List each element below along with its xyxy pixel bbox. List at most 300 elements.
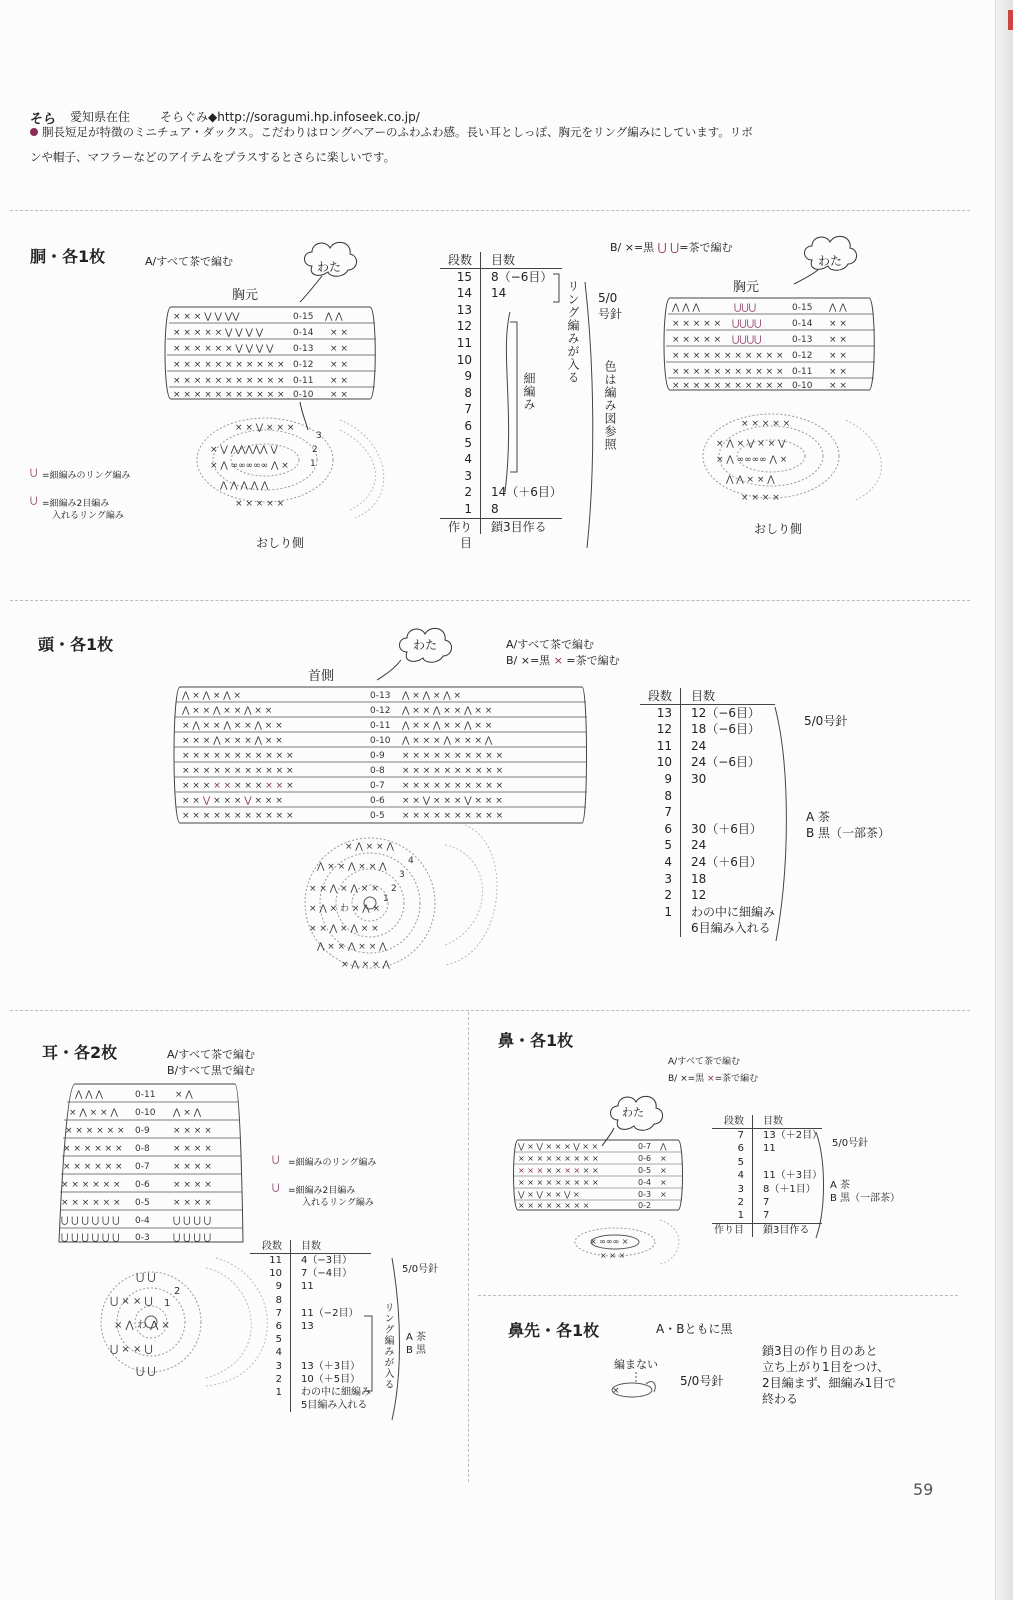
head-stuffing-label: わた xyxy=(413,638,438,652)
table-cell: 13（＋3目） xyxy=(290,1360,360,1373)
row-label: 0-12 xyxy=(293,360,314,370)
row-label: 0-3 xyxy=(638,1190,652,1199)
table-cell: 11 xyxy=(290,1280,314,1293)
row-label: 0-3 xyxy=(135,1233,150,1243)
head-chart xyxy=(172,685,592,830)
row-label: 0-10 xyxy=(792,381,813,391)
svg-text:× × × × × × × × ×: × × × × × × × × × xyxy=(518,1166,599,1175)
table-cell: 8（−6目） xyxy=(480,269,552,286)
svg-text:× × ⋁ × × ×: × × ⋁ × × × xyxy=(235,423,295,433)
ear-row-table xyxy=(250,1240,371,1412)
svg-text:× ⋀ ∞∞∞∞ ⋀ ×: × ⋀ ∞∞∞∞ ⋀ × xyxy=(716,455,788,465)
row-label: 0-10 xyxy=(135,1108,156,1118)
svg-text:1: 1 xyxy=(310,459,316,469)
ring-increase-icon: ⋃ xyxy=(30,496,38,506)
table-cell: 5 xyxy=(275,1334,282,1346)
head-color-a: A 茶 xyxy=(806,810,831,824)
body-back-label: おしり側 xyxy=(256,536,305,550)
svg-text:× ×: × × xyxy=(330,390,348,400)
table-cell: 11 xyxy=(456,335,472,350)
table-cell: 7（−4目） xyxy=(290,1267,352,1280)
table-cell: 4 xyxy=(737,1170,744,1182)
svg-text:3: 3 xyxy=(399,870,405,880)
svg-text:× × ⋁ × × × ⋁ × × ×: × × ⋁ × × × ⋁ × × × xyxy=(182,796,283,806)
table-cell: 11 xyxy=(656,738,672,753)
row-label: 0-7 xyxy=(638,1142,652,1151)
ear-needle: 5/0号針 xyxy=(402,1264,439,1275)
table-cell: 6 xyxy=(737,1143,744,1155)
table-cell xyxy=(480,385,491,402)
nosetip-title: 鼻先・各1枚 xyxy=(508,1321,600,1340)
page-number: 59 xyxy=(913,1480,934,1499)
head-title: 頭・各1枚 xyxy=(38,635,114,654)
divider xyxy=(10,600,970,601)
svg-text:⋀ × ⋀ × ⋀ ×: ⋀ × ⋀ × ⋀ × xyxy=(402,691,462,701)
table-header: 目数 xyxy=(290,1240,321,1253)
divider xyxy=(468,1012,469,1482)
svg-text:× × × × ×: × × × × × xyxy=(235,499,285,509)
table-header: 目数 xyxy=(680,688,715,704)
row-label: 0-10 xyxy=(370,736,391,746)
table-cell: 1 xyxy=(664,904,672,919)
ring-stitch-icon: ⋃ ⋃ xyxy=(657,241,680,254)
svg-text:×: × xyxy=(612,1386,620,1396)
svg-text:× × × × × ×: × × × × × × xyxy=(61,1198,121,1208)
row-label: 0-13 xyxy=(792,335,813,345)
body-chart-a xyxy=(165,305,405,405)
table-cell: 8 xyxy=(480,501,499,518)
table-cell xyxy=(480,468,491,485)
ear-legend-2a: =細編み2目編み xyxy=(288,1186,356,1196)
table-cell: 6 xyxy=(664,821,672,836)
nose-needle: 5/0号針 xyxy=(832,1138,869,1149)
row-label: 0-5 xyxy=(638,1166,652,1175)
table-cell xyxy=(480,335,491,352)
row-label: 0-14 xyxy=(792,319,813,329)
svg-text:× ×: × × xyxy=(330,344,348,354)
svg-text:× × × × × ×: × × × × × × xyxy=(63,1162,123,1172)
table-cell: 9 xyxy=(464,369,472,384)
svg-text:× ×: × × xyxy=(829,335,847,345)
table-cell: 4（−3目） xyxy=(290,1254,352,1267)
table-cell: 10 xyxy=(656,755,672,770)
ear-legend-1: =細編みのリング編み xyxy=(288,1158,377,1168)
ear-legend-2b: 入れるリング編み xyxy=(302,1198,374,1208)
table-header: 段数 xyxy=(724,1116,744,1127)
table-header: 段数 xyxy=(647,689,672,703)
head-needle: 5/0号針 xyxy=(804,714,848,728)
ear-note-a: A/すべて茶で編む xyxy=(167,1048,256,1061)
svg-text:× × × × × × × × × × ×: × × × × × × × × × × × xyxy=(672,367,784,377)
svg-text:⋃ ⋃: ⋃ ⋃ xyxy=(136,1272,156,1283)
table-cell: 30 xyxy=(680,771,706,788)
divider xyxy=(10,1010,970,1011)
bullet-icon xyxy=(30,128,38,136)
row-label: 0-6 xyxy=(370,796,385,806)
svg-text:⋁ × ⋁ × × ⋁ ×: ⋁ × ⋁ × × ⋁ × xyxy=(518,1190,580,1199)
author-name: そら xyxy=(30,112,57,127)
table-cell: 11 xyxy=(269,1255,282,1266)
table-cell: 5 xyxy=(664,838,672,853)
nose-stuffing-label: わた xyxy=(622,1106,644,1119)
table-cell: 18（−6目） xyxy=(680,721,760,738)
row-label: 0-9 xyxy=(370,751,385,761)
table-cell: 2 xyxy=(275,1373,282,1385)
table-cell: 15 xyxy=(456,269,472,284)
table-cell: 10（＋5目） xyxy=(290,1373,360,1386)
table-cell: 12 xyxy=(456,319,472,334)
table-cell xyxy=(480,368,491,385)
body-note-a: A/すべて茶で編む xyxy=(145,255,234,268)
table-cell: 6目編み入れる xyxy=(680,920,771,937)
svg-text:⋃ × × ⋃: ⋃ × × ⋃ xyxy=(110,1296,153,1307)
row-label: 0-14 xyxy=(293,328,314,338)
table-cell: わの中に細編み xyxy=(290,1386,371,1399)
svg-text:⋀ × × ⋀ × × ⋀ × ×: ⋀ × × ⋀ × × ⋀ × × xyxy=(182,706,273,716)
head-color-b: B 黒（一部茶） xyxy=(806,826,891,840)
head-row-table xyxy=(640,688,775,937)
row-label: 0-15 xyxy=(293,312,314,322)
table-cell: 12 xyxy=(656,722,672,737)
svg-text:× × × × ×: × × × × × xyxy=(672,335,722,345)
nose-note-a: A/すべて茶で編む xyxy=(668,1057,741,1067)
head-neck-label: 首側 xyxy=(308,669,335,684)
page-edge xyxy=(995,0,1013,1600)
table-cell xyxy=(290,1333,301,1346)
svg-text:⋀ ⋀: ⋀ ⋀ xyxy=(829,303,847,313)
table-cell xyxy=(752,1156,763,1169)
table-cell xyxy=(640,920,680,937)
table-cell xyxy=(480,352,491,369)
table-cell: 9 xyxy=(664,771,672,786)
svg-text:× ×: × × xyxy=(829,319,847,329)
svg-text:⋃ × × ⋃: ⋃ × × ⋃ xyxy=(110,1344,153,1355)
body-sc-note: 細編み xyxy=(522,372,536,411)
head-note-b-suffix: =茶で編む xyxy=(566,654,620,667)
row-label: 0-8 xyxy=(370,766,385,776)
nose-title: 鼻・各1枚 xyxy=(498,1031,574,1050)
head-round-chart xyxy=(295,835,505,975)
svg-text:× ×: × × xyxy=(829,351,847,361)
divider xyxy=(10,210,970,211)
table-cell: 13 xyxy=(456,302,472,317)
body-note-b-suffix: =茶で編む xyxy=(679,241,733,254)
body-legend-2b: 入れるリング編み xyxy=(52,511,124,521)
svg-text:× ⋀ × × ⋀: × ⋀ × × ⋀ xyxy=(345,842,394,852)
table-cell: 24 xyxy=(680,738,706,755)
svg-text:× × × × × × × × × × ×: × × × × × × × × × × × xyxy=(182,781,294,791)
table-cell: 1 xyxy=(737,1210,744,1222)
table-cell: 8 xyxy=(664,788,672,803)
svg-text:× × × × × × × × × ×: × × × × × × × × × × xyxy=(402,766,504,776)
svg-text:⋀ × ⋀ × ⋀ ×: ⋀ × ⋀ × ⋀ × xyxy=(182,691,242,701)
svg-text:× × × ×: × × × × xyxy=(173,1180,212,1190)
table-cell xyxy=(480,401,491,418)
svg-text:× × × × × × × ×: × × × × × × × × xyxy=(518,1201,590,1210)
row-label: 0-7 xyxy=(135,1162,150,1172)
table-cell: 7 xyxy=(737,1130,744,1141)
table-cell xyxy=(480,302,491,319)
svg-text:× × × × × × × × × × ×: × × × × × × × × × × × xyxy=(182,766,294,776)
svg-text:× ×: × × xyxy=(829,367,847,377)
nosetip-note: A・Bともに黒 xyxy=(656,1322,733,1336)
body-legend-1: =細編みのリング編み xyxy=(42,471,131,481)
body-note-b xyxy=(610,239,732,255)
svg-text:× × × × × ×: × × × × × × xyxy=(63,1144,123,1154)
table-cell xyxy=(480,318,491,335)
body-needle: 5/0号針 xyxy=(598,291,623,321)
svg-text:× × × × × × × × × × ×: × × × × × × × × × × × xyxy=(672,381,784,391)
body-note-b-prefix: B/ ×=黒 xyxy=(610,241,655,254)
table-cell: 12 xyxy=(680,887,706,904)
ear-note-b: B/すべて黒で編む xyxy=(167,1064,256,1077)
svg-text:× × × × × ⋁ ⋁ ⋁ ⋁: × × × × × ⋁ ⋁ ⋁ ⋁ xyxy=(173,328,264,338)
table-cell: 24（−6目） xyxy=(680,754,760,771)
table-cell xyxy=(480,435,491,452)
svg-text:× × × × × ×: × × × × × × xyxy=(65,1126,125,1136)
svg-text:× × × × × × × × × × ×: × × × × × × × × × × × xyxy=(182,751,294,761)
table-cell: 12（−6目） xyxy=(680,705,760,722)
body-table-brackets xyxy=(495,272,605,552)
svg-text:× ⋀ ∞∞∞∞∞ ⋀ ×: × ⋀ ∞∞∞∞∞ ⋀ × xyxy=(210,461,289,471)
row-label: 0-9 xyxy=(135,1126,150,1136)
table-cell: 2 xyxy=(464,485,472,500)
divider xyxy=(478,1295,958,1296)
svg-text:× × × × × ×: × × × × × × xyxy=(61,1180,121,1190)
table-cell: 4 xyxy=(664,854,672,869)
head-note-b xyxy=(506,652,620,668)
table-cell: 11（−2目） xyxy=(290,1307,358,1320)
svg-text:×: × xyxy=(660,1154,667,1163)
svg-text:× × × ×: × × × × xyxy=(741,493,780,503)
row-label: 0-2 xyxy=(638,1201,652,1210)
svg-text:⋀ × × ⋀ × × ⋀ × ×: ⋀ × × ⋀ × × ⋀ × × xyxy=(402,706,493,716)
ring-stitch-icon: ⋃ xyxy=(30,468,38,478)
body-chest-label: 胸元 xyxy=(232,288,259,303)
description-line2: ンや帽子、マフラーなどのアイテムをプラスするとさらに楽しいです。 xyxy=(30,150,396,164)
svg-text:⋀ × × ⋀ × × ⋀: ⋀ × × ⋀ × × ⋀ xyxy=(317,942,387,952)
row-label: 0-15 xyxy=(792,303,813,313)
table-cell: 8（＋1目） xyxy=(752,1183,816,1196)
body-oval-chart-b xyxy=(696,400,896,510)
svg-text:× × × × × × × × × × ×: × × × × × × × × × × × xyxy=(173,390,285,400)
head-table-bracket xyxy=(770,705,800,945)
svg-text:× × × × × × × × ×: × × × × × × × × × xyxy=(518,1154,599,1163)
row-label: 0-11 xyxy=(370,721,391,731)
svg-text:⋀ × × ⋀ × × ⋀: ⋀ × × ⋀ × × ⋀ xyxy=(317,862,387,872)
svg-text:⋃⋃⋃: ⋃⋃⋃ xyxy=(734,303,757,313)
svg-text:2: 2 xyxy=(312,445,318,455)
table-header: 段数 xyxy=(447,253,472,267)
table-cell: 6 xyxy=(464,418,472,433)
svg-text:× ⋀ × ⋁ × × ⋁: × ⋀ × ⋁ × × ⋁ xyxy=(716,439,786,449)
nosetip-desc-4: 終わる xyxy=(762,1392,799,1406)
ear-color-b: B 黒 xyxy=(406,1345,427,1356)
table-cell: 30（＋6目） xyxy=(680,821,762,838)
table-cell: わの中に細編み xyxy=(680,904,775,921)
svg-text:⋁ × ⋁ × × × ⋁ × ×: ⋁ × ⋁ × × × ⋁ × × xyxy=(518,1142,599,1151)
svg-text:× ×: × × xyxy=(330,376,348,386)
svg-text:⋀ ⋀ ⋀: ⋀ ⋀ ⋀ xyxy=(672,303,700,313)
body-title: 胴・各1枚 xyxy=(30,247,106,266)
nose-note-b-suffix: =茶で編む xyxy=(714,1074,759,1084)
svg-text:× × × × × × × × × ×: × × × × × × × × × × xyxy=(402,811,504,821)
table-cell: 2 xyxy=(664,888,672,903)
svg-text:× ⋀: × ⋀ xyxy=(175,1090,193,1100)
table-cell: 14（＋6目） xyxy=(480,484,562,501)
table-cell: 14 xyxy=(480,285,506,302)
table-header: 段数 xyxy=(262,1241,282,1252)
table-cell: 7 xyxy=(752,1209,769,1222)
head-note-b-mark: × xyxy=(553,654,563,667)
table-cell: 2 xyxy=(737,1196,744,1208)
row-label: 0-12 xyxy=(370,706,391,716)
nose-chart xyxy=(512,1138,692,1218)
nose-color-a: A 茶 xyxy=(830,1180,851,1191)
row-label: 0-11 xyxy=(293,376,314,386)
nose-note-b xyxy=(668,1071,758,1084)
row-label: 0-5 xyxy=(370,811,385,821)
table-cell xyxy=(250,1399,290,1412)
body-chart-b xyxy=(664,296,904,396)
table-cell: 13 xyxy=(656,705,672,720)
table-cell: 3 xyxy=(464,468,472,483)
svg-text:× × × ×: × × × × xyxy=(173,1144,212,1154)
table-cell: 鎖3目作る xyxy=(752,1224,809,1237)
table-cell: 4 xyxy=(275,1347,282,1359)
table-cell xyxy=(480,451,491,468)
row-label: 0-11 xyxy=(135,1090,156,1100)
table-cell: 8 xyxy=(275,1294,282,1306)
table-cell: 11（＋3目） xyxy=(752,1169,822,1182)
row-label: 0-4 xyxy=(135,1216,150,1226)
svg-text:× × × ×: × × × × xyxy=(173,1198,212,1208)
row-label: 0-10 xyxy=(293,390,314,400)
table-cell xyxy=(290,1346,301,1359)
table-cell: 6 xyxy=(275,1320,282,1332)
svg-text:× × × ⋀ × × × ⋀ × ×: × × × ⋀ × × × ⋀ × × xyxy=(182,736,283,746)
svg-text:⋃⋃⋃⋃: ⋃⋃⋃⋃ xyxy=(732,335,762,345)
table-cell: 9 xyxy=(275,1281,282,1293)
table-cell xyxy=(290,1294,301,1307)
row-label: 0-6 xyxy=(135,1180,150,1190)
ring-stitch-icon: ⋃ xyxy=(272,1155,280,1165)
ear-ring-note: リング編みが入る xyxy=(382,1302,393,1390)
table-cell: 8 xyxy=(464,385,472,400)
svg-text:× × × × ×: × × × × × xyxy=(672,319,722,329)
svg-text:× × × × × × × × × × ×: × × × × × × × × × × × xyxy=(173,360,285,370)
table-cell: 作り目 xyxy=(714,1224,744,1236)
table-cell: 5 xyxy=(737,1156,744,1168)
table-cell: 1 xyxy=(275,1386,282,1398)
body-back-label-b: おしり側 xyxy=(754,522,803,536)
author-location: 愛知県在住 xyxy=(70,110,131,124)
svg-text:×: × xyxy=(660,1178,667,1187)
svg-text:×: × xyxy=(660,1166,667,1175)
table-cell: 10 xyxy=(269,1268,282,1280)
ear-color-a: A 茶 xyxy=(406,1332,427,1343)
svg-text:⋀ × ⋀: ⋀ × ⋀ xyxy=(173,1108,202,1118)
svg-text:⋃⋃⋃⋃: ⋃⋃⋃⋃ xyxy=(732,319,762,329)
table-cell: 鎖3目作る xyxy=(480,519,547,535)
row-label: 0-13 xyxy=(293,344,314,354)
table-cell: 7 xyxy=(464,402,472,417)
svg-text:× × ⋀ × ⋀ × ×: × × ⋀ × ⋀ × × xyxy=(309,884,379,894)
head-note-a: A/すべて茶で編む xyxy=(506,638,595,651)
body-color-note: 色は編み図参照 xyxy=(603,360,617,451)
svg-text:⋃ ⋃ ⋃ ⋃ ⋃ ⋃: ⋃ ⋃ ⋃ ⋃ ⋃ ⋃ xyxy=(61,1216,120,1226)
svg-text:× × × × × × × × × ×: × × × × × × × × × × xyxy=(402,751,504,761)
svg-text:× × ×: × × × xyxy=(600,1251,626,1260)
svg-text:⋀: ⋀ xyxy=(660,1142,667,1151)
svg-text:× × × × × × ⋁ ⋁ ⋁ ⋁: × × × × × × ⋁ ⋁ ⋁ ⋁ xyxy=(173,344,274,354)
row-label: 0-13 xyxy=(370,691,391,701)
author-site: そらぐみ◆http://soragumi.hp.infoseek.co.jp/ xyxy=(160,110,420,124)
row-label: 0-12 xyxy=(792,351,813,361)
body-oval-chart-a xyxy=(190,410,390,520)
nose-oval-chart xyxy=(560,1220,690,1270)
table-cell: 作り目 xyxy=(447,519,472,551)
svg-text:× × × ×: × × × × xyxy=(173,1126,212,1136)
svg-text:×: × xyxy=(660,1190,667,1199)
ear-title: 耳・各2枚 xyxy=(42,1043,118,1062)
nosetip-needle: 5/0号針 xyxy=(680,1374,724,1388)
nosetip-desc-1: 鎖3目の作り目のあと xyxy=(762,1344,878,1358)
svg-text:× × × × × × × × × × ×: × × × × × × × × × × × xyxy=(182,811,294,821)
svg-text:× ×: × × xyxy=(829,381,847,391)
body-legend-2a: =細編み2目編み xyxy=(42,499,110,509)
row-label: 0-6 xyxy=(638,1154,652,1163)
table-cell: 3 xyxy=(737,1183,744,1195)
svg-text:⋃ ⋃ ⋃ ⋃: ⋃ ⋃ ⋃ ⋃ xyxy=(173,1233,212,1243)
nosetip-desc-3: 2目編まず、細編み1目で xyxy=(762,1376,897,1390)
svg-text:× ⋀ × × ⋀: × ⋀ × × ⋀ xyxy=(69,1108,118,1118)
page-edge-mark xyxy=(1008,10,1013,30)
svg-text:× × × × × × × × ×: × × × × × × × × × xyxy=(518,1178,599,1187)
svg-text:× × ⋁ × × × ⋁ × × ×: × × ⋁ × × × ⋁ × × × xyxy=(402,796,503,806)
table-cell: 18 xyxy=(680,871,706,888)
table-cell: 5 xyxy=(464,435,472,450)
nosetip-chart xyxy=(606,1372,666,1406)
nose-note-b-mark: × xyxy=(707,1074,715,1084)
svg-text:3: 3 xyxy=(316,431,322,441)
svg-text:× × × × × × × × × × ×: × × × × × × × × × × × xyxy=(173,376,285,386)
svg-text:⋃ ⋃ ⋃ ⋃: ⋃ ⋃ ⋃ ⋃ xyxy=(173,1216,212,1226)
svg-text:× ×: × × xyxy=(330,360,348,370)
svg-text:× × × ×: × × × × xyxy=(173,1162,212,1172)
description-line1: 胴長短足が特徴のミニチュア・ダックス。こだわりはロングヘアーのふわふわ感。長い耳としっぽ、胸元をリング編みにしています。リボ xyxy=(42,125,753,139)
table-cell: 24（＋6目） xyxy=(680,854,762,871)
nose-color-b: B 黒（一部茶） xyxy=(830,1193,901,1204)
body-chest-label-b: 胸元 xyxy=(733,280,760,295)
svg-text:× ⋀ わ ⋀ ×: × ⋀ わ ⋀ × xyxy=(114,1320,170,1331)
svg-text:1: 1 xyxy=(383,894,389,904)
ring-increase-icon: ⋃ xyxy=(272,1183,280,1193)
svg-text:× ⋀ × わ × ⋀ ×: × ⋀ × わ × ⋀ × xyxy=(309,904,381,914)
table-cell xyxy=(680,788,691,805)
nose-note-b-prefix: B/ ×=黒 xyxy=(668,1074,705,1084)
table-header: 目数 xyxy=(480,252,515,268)
svg-text:× ∞∞∞ ×: × ∞∞∞ × xyxy=(590,1237,629,1246)
head-note-b-prefix: B/ ×=黒 xyxy=(506,654,551,667)
table-cell xyxy=(480,418,491,435)
table-cell: 14 xyxy=(456,286,472,301)
table-cell: 13 xyxy=(290,1320,314,1333)
table-cell: 1 xyxy=(464,501,472,516)
row-label: 0-5 xyxy=(135,1198,150,1208)
svg-text:× × × × ×: × × × × × xyxy=(741,419,791,429)
svg-text:× ×: × × xyxy=(330,328,348,338)
